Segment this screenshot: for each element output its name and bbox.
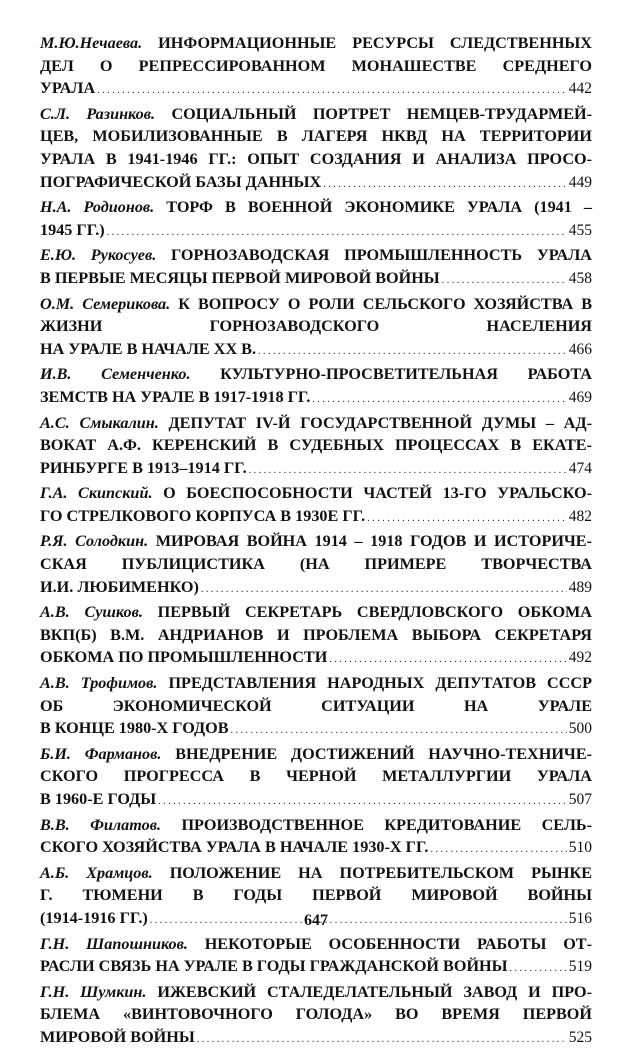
- toc-entry-last-line: [40, 646, 592, 672]
- toc-entry-last-line: [40, 267, 592, 293]
- toc-page-number: 516: [568, 909, 592, 927]
- toc-title-text: ОБКОМА ПО ПРОМЫШЛЕННОСТИ: [40, 648, 328, 667]
- toc-author: С.Л. Разинков.: [40, 104, 156, 123]
- toc-entry: [40, 412, 592, 483]
- toc-entry-last-line: [40, 219, 592, 245]
- toc-title-text: ПЕРВЫЙ СЕКРЕТАРЬ СВЕРДЛОВСКОГО ОБКОМА: [157, 603, 592, 622]
- dot-leader: [329, 646, 566, 672]
- toc-entry-line: [40, 196, 592, 219]
- toc-title-text: ВНЕДРЕНИЕ ДОСТИЖЕНИЙ НАУЧНО-ТЕХНИЧЕ-: [175, 744, 593, 763]
- toc-entry-line: [40, 933, 592, 956]
- toc-title-text: В ПЕРВЫЕ МЕСЯЦЫ ПЕРВОЙ МИРОВОЙ ВОЙНЫ: [40, 268, 440, 287]
- toc-entry-last-line: [40, 836, 592, 862]
- toc-author: Г.Н. Шапошников.: [40, 934, 188, 953]
- dot-leader: [201, 576, 567, 602]
- toc-title-text: ГОРНОЗАВОДСКАЯ ПРОМЫШЛЕННОСТЬ УРАЛА: [171, 246, 592, 265]
- toc-title-text: СКОГО ХОЗЯЙСТВА УРАЛА В НАЧАЛЕ 1930-Х ГГ.: [40, 838, 429, 857]
- toc-author: М.Ю.Нечаева.: [40, 34, 143, 52]
- toc-entry-line: [40, 315, 592, 338]
- dot-leader: [231, 717, 567, 743]
- toc-entry-line: [40, 884, 592, 907]
- dot-leader: [197, 1026, 567, 1052]
- toc-title-text: НА УРАЛЕ В НАЧАЛЕ ХХ В.: [40, 339, 257, 358]
- toc-title-text: КУЛЬТУРНО-ПРОСВЕТИТЕЛЬНАЯ РАБОТА: [220, 365, 593, 384]
- toc-entry-line: [40, 55, 592, 78]
- dot-leader: [430, 836, 566, 862]
- toc-entry-last-line: [40, 77, 592, 103]
- toc-page-number: 474: [568, 459, 592, 477]
- toc-title-text: О БОЕСПОСОБНОСТИ ЧАСТЕЙ 13-ГО УРАЛЬСКО-: [163, 484, 592, 503]
- toc-title-text: В КОНЦЕ 1980-Х ГОДОВ: [40, 719, 229, 738]
- toc-author: А.С. Смыкалин.: [40, 413, 159, 432]
- toc-title-text: ИНФОРМАЦИОННЫЕ РЕСУРСЫ СЛЕДСТВЕННЫХ: [158, 34, 592, 52]
- toc-entry-last-line: [40, 386, 592, 412]
- toc-title-text: РАСЛИ СВЯЗЬ НА УРАЛЕ В ГОДЫ ГРАЖДАНСКОЙ ВОЙНЫ: [40, 957, 508, 976]
- toc-entry: [40, 933, 592, 981]
- toc-title-text: ПРОИЗВОДСТВЕННОЕ КРЕДИТОВАНИЕ СЕЛЬ-: [181, 815, 592, 834]
- toc-author: В.В. Филатов.: [40, 815, 162, 834]
- toc-title-text: ДЕЛ О РЕПРЕССИРОВАННОМ МОНАШЕСТВЕ СРЕДНЕГО: [40, 56, 592, 75]
- toc-entry: [40, 32, 592, 103]
- toc-entry-line: [40, 363, 592, 386]
- toc-title-text: УРАЛА: [40, 79, 96, 98]
- toc-title-text: Г. ТЮМЕНИ В ГОДЫ ПЕРВОЙ МИРОВОЙ ВОЙНЫ: [40, 886, 592, 905]
- toc-title-text: ОБ ЭКОНОМИЧЕСКОЙ СИТУАЦИИ НА УРАЛЕ: [40, 696, 592, 715]
- toc-title-text: БЛЕМА «ВИНТОВОЧНОГО ГОЛОДА» ВО ВРЕМЯ ПЕРВОЙ: [40, 1005, 592, 1024]
- toc-author: И.В. Семенченко.: [40, 365, 191, 384]
- toc-entry: [40, 363, 592, 411]
- toc-title-text: ЖИЗНИ ГОРНОЗАВОДСКОГО НАСЕЛЕНИЯ: [40, 317, 592, 336]
- toc-entry-last-line: [40, 171, 592, 197]
- toc-title-text: СКАЯ ПУБЛИЦИСТИКА (НА ПРИМЕРЕ ТВОРЧЕСТВА: [40, 555, 592, 574]
- toc-page-number: 466: [568, 340, 592, 358]
- toc-author: Г.А. Скипский.: [40, 484, 153, 503]
- toc-title-text: ПОГРАФИЧЕСКОЙ БАЗЫ ДАННЫХ: [40, 172, 322, 191]
- toc-entry-line: [40, 553, 592, 576]
- toc-entry-last-line: [40, 955, 592, 981]
- toc-entry-line: [40, 624, 592, 647]
- toc-entry-line: [40, 530, 592, 553]
- toc-title-text: ЦЕВ, МОБИЛИЗОВАННЫЕ В ЛАГЕРЯ НКВД НА ТЕРРИТОРИИ: [40, 127, 592, 146]
- toc-entry-line: [40, 32, 592, 55]
- toc-author: О.М. Семерикова.: [40, 294, 171, 313]
- toc-title-text: 1945 ГГ.): [40, 220, 105, 239]
- dot-leader: [107, 219, 567, 245]
- toc-title-text: НЕКОТОРЫЕ ОСОБЕННОСТИ РАБОТЫ ОТ-: [204, 934, 592, 953]
- toc-entry-line: [40, 862, 592, 885]
- toc-page-number: 500: [568, 720, 592, 738]
- toc-entry: [40, 672, 592, 743]
- dot-leader: [312, 386, 566, 412]
- toc-title-text: ГО СТРЕЛКОВОГО КОРПУСА В 1930Е ГГ.: [40, 506, 366, 525]
- toc-entry-line: [40, 765, 592, 788]
- toc-page-number: 492: [568, 649, 592, 667]
- toc-page-number: 519: [568, 958, 592, 976]
- toc-author: А.Б. Храмцов.: [40, 863, 153, 882]
- toc-page-number: 525: [568, 1028, 592, 1046]
- toc-entry-line: [40, 672, 592, 695]
- toc-entry-line: [40, 412, 592, 435]
- toc-entry-line: [40, 103, 592, 126]
- toc-entry-line: [40, 814, 592, 837]
- toc-title-text: И.И. ЛЮБИМЕНКО): [40, 577, 199, 596]
- toc-title-text: ВОКАТ А.Ф. КЕРЕНСКИЙ В СУДЕБНЫХ ПРОЦЕССАХ В ЕКАТЕ-: [40, 436, 592, 455]
- toc-entry: [40, 814, 592, 862]
- dot-leader: [158, 788, 567, 814]
- toc-page-number: 458: [568, 269, 592, 287]
- toc-page-number: 489: [568, 578, 592, 596]
- toc-entry-last-line: [40, 788, 592, 814]
- dot-leader: [442, 267, 567, 293]
- toc-entry-last-line: [40, 576, 592, 602]
- toc-page-number: 455: [568, 221, 592, 239]
- toc-entry-line: [40, 434, 592, 457]
- toc-entry-last-line: [40, 1026, 592, 1052]
- toc-title-text: МИРОВОЙ ВОЙНЫ: [40, 1027, 195, 1046]
- toc-entry: [40, 743, 592, 814]
- toc-title-text: ТОРФ В ВОЕННОЙ ЭКОНОМИКЕ УРАЛА (1941 –: [166, 198, 593, 217]
- toc-title-text: (1914-1916 ГГ.): [40, 908, 148, 927]
- toc-entry-last-line: [40, 717, 592, 743]
- toc-title-text: В 1960-Е ГОДЫ: [40, 790, 157, 808]
- toc-page-number: 449: [568, 173, 592, 191]
- toc-author: Б.И. Фарманов.: [40, 744, 162, 763]
- toc-author: Н.А. Родионов.: [40, 198, 155, 217]
- toc-entry: [40, 103, 592, 196]
- dot-leader: [258, 338, 567, 364]
- toc-author: Р.Я. Солодкин.: [40, 532, 149, 551]
- toc-title-text: ИЖЕВСКИЙ СТАЛЕДЕЛАТЕЛЬНЫЙ ЗАВОД И ПРО-: [157, 982, 592, 1001]
- toc-entry-line: [40, 148, 592, 171]
- toc-entry-line: [40, 1003, 592, 1026]
- toc-title-text: ПОЛОЖЕНИЕ НА ПОТРЕБИТЕЛЬСКОМ РЫНКЕ: [169, 863, 593, 882]
- dot-leader: [323, 171, 567, 197]
- toc-entry-last-line: [40, 505, 592, 531]
- toc-entry-last-line: [40, 457, 592, 483]
- dot-leader: [97, 77, 567, 103]
- toc-entry-line: [40, 695, 592, 718]
- toc-entry-line: [40, 601, 592, 624]
- toc-entry-line: [40, 125, 592, 148]
- toc-page-number: 469: [568, 388, 592, 406]
- toc-author: А.В. Трофимов.: [40, 674, 158, 693]
- toc-entry-line: [40, 743, 592, 766]
- toc-entry: [40, 293, 592, 364]
- toc-page-number: 510: [568, 839, 592, 857]
- toc-title-text: СОЦИАЛЬНЫЙ ПОРТРЕТ НЕМЦЕВ-ТРУДАРМЕЙ-: [171, 104, 592, 123]
- toc-entry: [40, 601, 592, 672]
- dot-leader: [367, 505, 567, 531]
- toc-entry: [40, 530, 592, 601]
- toc-entry-line: [40, 244, 592, 267]
- toc-title-text: СКОГО ПРОГРЕССА В ЧЕРНОЙ МЕТАЛЛУРГИИ УРАЛА: [40, 767, 592, 786]
- toc-page-number: 442: [568, 80, 592, 98]
- toc-page-number: 507: [568, 791, 592, 808]
- toc-page-number: 482: [568, 507, 592, 525]
- page-number: 647: [304, 912, 328, 929]
- toc-entry-last-line: [40, 338, 592, 364]
- toc-author: А.В. Сушков.: [40, 603, 143, 622]
- toc-author: Г.Н. Шумкин.: [40, 982, 147, 1001]
- toc-entry: [40, 981, 592, 1052]
- dot-leader: [510, 955, 567, 981]
- toc-entry-line: [40, 482, 592, 505]
- toc-title-text: ПРЕДСТАВЛЕНИЯ НАРОДНЫХ ДЕПУТАТОВ СССР: [168, 674, 592, 693]
- toc-author: Е.Ю. Рукосуев.: [40, 246, 157, 265]
- table-of-contents: [40, 32, 592, 1052]
- toc-title-text: УРАЛА В 1941-1946 ГГ.: ОПЫТ СОЗДАНИЯ И АНАЛИЗА ПРОСО-: [40, 149, 592, 168]
- toc-title-text: ЗЕМСТВ НА УРАЛЕ В 1917-1918 ГГ.: [40, 387, 311, 406]
- toc-entry-line: [40, 981, 592, 1004]
- toc-entry: [40, 196, 592, 244]
- toc-title-text: К ВОПРОСУ О РОЛИ СЕЛЬСКОГО ХОЗЯЙСТВА В: [178, 294, 592, 313]
- toc-title-text: ВКП(Б) В.М. АНДРИАНОВ И ПРОБЛЕМА ВЫБОРА СЕКРЕТАРЯ: [40, 625, 592, 644]
- toc-title-text: РИНБУРГЕ В 1913–1914 ГГ.: [40, 458, 247, 477]
- toc-entry-line: [40, 293, 592, 316]
- toc-entry: [40, 482, 592, 530]
- toc-entry: [40, 244, 592, 292]
- toc-title-text: МИРОВАЯ ВОЙНА 1914 – 1918 ГОДОВ И ИСТОРИЧЕ-: [155, 532, 592, 551]
- toc-title-text: ДЕПУТАТ IV-Й ГОСУДАРСТВЕННОЙ ДУМЫ – АД-: [168, 413, 592, 432]
- dot-leader: [249, 457, 567, 483]
